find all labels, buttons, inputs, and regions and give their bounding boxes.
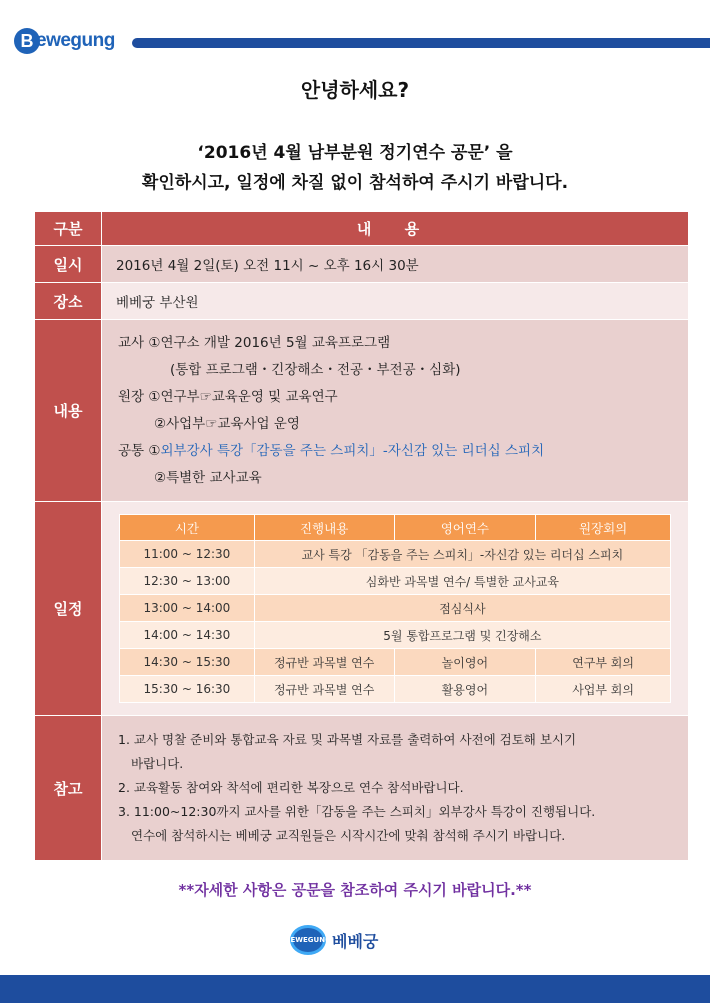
header-bar [132, 38, 710, 48]
content-line [118, 438, 672, 465]
content-highlight: 외부강사 특강「감동을 주는 스피치」-자신감 있는 리더십 스피치 [160, 442, 545, 459]
datetime-label: 일시 [35, 246, 102, 283]
schedule-table [119, 514, 671, 703]
place-label: 장소 [35, 283, 102, 320]
schedule-header: 영어연수 [394, 515, 536, 541]
schedule-meeting: 사업부 회의 [536, 676, 671, 703]
schedule-row [120, 568, 671, 595]
schedule-row [120, 622, 671, 649]
content-prefix: 공통 ① [118, 442, 161, 459]
schedule-header: 원장회의 [536, 515, 671, 541]
note-item: 2. 교육활동 참여와 착석에 편리한 복장으로 연수 참석바랍니다. [118, 780, 464, 795]
schedule-row [120, 649, 671, 676]
footer-note: **자세한 사항은 공문을 참조하여 주시기 바랍니다.** [178, 881, 532, 899]
bebegung-logo [285, 925, 379, 955]
logo-letter: B [14, 28, 40, 54]
schedule-time: 12:30 ~ 13:00 [120, 568, 255, 595]
info-table [34, 211, 689, 861]
schedule-cell [102, 502, 689, 716]
schedule-english: 놀이영어 [394, 649, 536, 676]
logo-text: 베베궁 [332, 931, 379, 951]
place-value: 베베궁 부산원 [102, 283, 689, 320]
note-item-cont: 바랍니다. [131, 756, 184, 771]
schedule-time: 13:00 ~ 14:00 [120, 595, 255, 622]
page-header [0, 0, 710, 60]
schedule-label: 일정 [35, 502, 102, 716]
schedule-english: 활용영어 [394, 676, 536, 703]
note-item: 1. 교사 명찰 준비와 통합교육 자료 및 과목별 자료를 출력하여 사전에 검토해 보시기 [118, 732, 577, 747]
schedule-row [120, 676, 671, 703]
content-line: 교사 ①연구소 개발 2016년 5월 교육프로그램 [118, 334, 391, 351]
footer-bar [0, 975, 710, 1003]
header-label: 구분 [35, 212, 102, 246]
schedule-time: 11:00 ~ 12:30 [120, 541, 255, 568]
schedule-program: 정규반 과목별 연수 [254, 649, 394, 676]
schedule-row [120, 595, 671, 622]
intro-line-1: ‘2016년 4월 남부분원 정기연수 공문’ 을 [197, 143, 513, 163]
schedule-program: 5월 통합프로그램 및 긴장해소 [254, 622, 670, 649]
note-item: 3. 11:00~12:30까지 교사를 위한「감동을 주는 스피치」외부강사 특강이 진행됩니다. [118, 804, 596, 819]
notes-cell [102, 716, 689, 861]
schedule-header: 시간 [120, 515, 255, 541]
schedule-program: 심화반 과목별 연수/ 특별한 교사교육 [254, 568, 670, 595]
note-item-cont: 연수에 참석하시는 베베궁 교직원들은 시작시간에 맞춰 참석해 주시기 바랍니다. [131, 828, 566, 843]
content-line: (통합 프로그램・긴장해소・전공・부전공・심화) [170, 361, 461, 378]
bewegung-logo [14, 26, 115, 56]
datetime-value: 2016년 4월 2일(토) 오전 11시 ~ 오후 16시 30분 [102, 246, 689, 283]
header-content: 내 용 [102, 212, 689, 246]
schedule-time: 14:30 ~ 15:30 [120, 649, 255, 676]
schedule-row [120, 541, 671, 568]
content-line: 원장 ①연구부☞교육운영 및 교육연구 [118, 388, 338, 405]
schedule-time: 15:30 ~ 16:30 [120, 676, 255, 703]
schedule-time: 14:00 ~ 14:30 [120, 622, 255, 649]
schedule-program: 교사 특강 「감동을 주는 스피치」-자신감 있는 리더십 스피치 [254, 541, 670, 568]
content-value [102, 320, 689, 502]
schedule-header: 진행내용 [254, 515, 394, 541]
content-label: 내용 [35, 320, 102, 502]
intro-text [0, 138, 710, 198]
logo-badge: BEWEGUNG [290, 925, 326, 955]
notes-label: 참고 [35, 716, 102, 861]
schedule-program: 정규반 과목별 연수 [254, 676, 394, 703]
schedule-program: 점심식사 [254, 595, 670, 622]
content-line: ②사업부☞교육사업 운영 [154, 415, 300, 432]
schedule-meeting: 연구부 회의 [536, 649, 671, 676]
intro-line-2: 확인하시고, 일정에 차질 없이 참석하여 주시기 바랍니다. [141, 173, 569, 193]
greeting-title: 안녕하세요? [300, 78, 410, 102]
content-line: ②특별한 교사교육 [154, 469, 262, 486]
logo-text: ewegung [36, 30, 115, 51]
